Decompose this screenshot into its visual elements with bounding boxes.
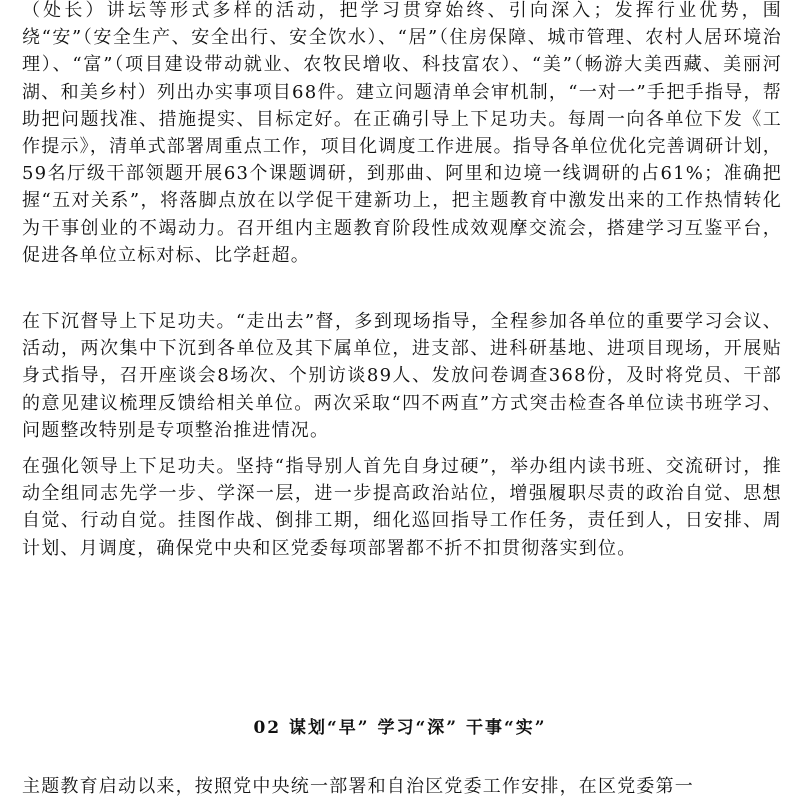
section-heading: 02 谋划“早” 学习“深” 干事“实” [253, 718, 547, 738]
body-paragraph: （处长）讲坛等形式多样的活动，把学习贯穿始终、引向深入；发挥行业优势，围绕“安”（安全生产、安全出行、安全饮水）、“居”（住房保障、城市管理、农村人居环境治理）、“富”（项目建设带动就业、农牧民增收、科技富农）、“美”（畅游大美西藏、美丽河湖、和美乡村）列出办实事项目68件。建立问题清单会审机制，“一对一”手把手指导，帮助把问题找准、措施提实、目标定好。在正确引导上下足功夫。每周一向各单位下发《工作提示》，清单式部署周重点工作，项目化调度工作进展。指导各单位优化完善调研计划，59名厅级干部领题开展63个课题调研，到那曲、阿里和边境一线调研的占61%；准确把握“五对关系”，将落脚点放在以学促干建新功上，把主题教育中激发出来的工作热情转化为干事创业的不竭动力。召开组内主题教育阶段性成效观摩交流会，搭建学习互鉴平台，促进各单位立标对标、比学赶超。 [22, 0, 782, 266]
body-paragraph: 在下沉督导上下足功夫。“走出去”督，多到现场指导，全程参加各单位的重要学习会议、活动，两次集中下沉到各单位及其下属单位，进支部、进科研基地、进项目现场，开展贴身式指导，召开座谈会8场次、个别访谈89人、发放问卷调查368份，及时将党员、干部的意见建议梳理反馈给相关单位。两次采取“四不两直”方式突击检查各单位读书班学习、问题整改特别是专项整治推进情况。 [22, 311, 782, 441]
body-paragraph: 在强化领导上下足功夫。坚持“指导别人首先自身过硬”，举办组内读书班、交流研讨，推动全组同志先学一步、学深一层，进一步提高政治站位，增强履职尽责的政治自觉、思想自觉、行动自觉。挂图作战、倒排工期，细化巡回指导工作任务，责任到人，日安排、周计划、月调度，确保党中央和区党委每项部署都不折不扣贯彻落实到位。 [22, 456, 782, 559]
body-paragraph: 主题教育启动以来，按照党中央统一部署和自治区党委工作安排，在区党委第一 [22, 776, 694, 797]
